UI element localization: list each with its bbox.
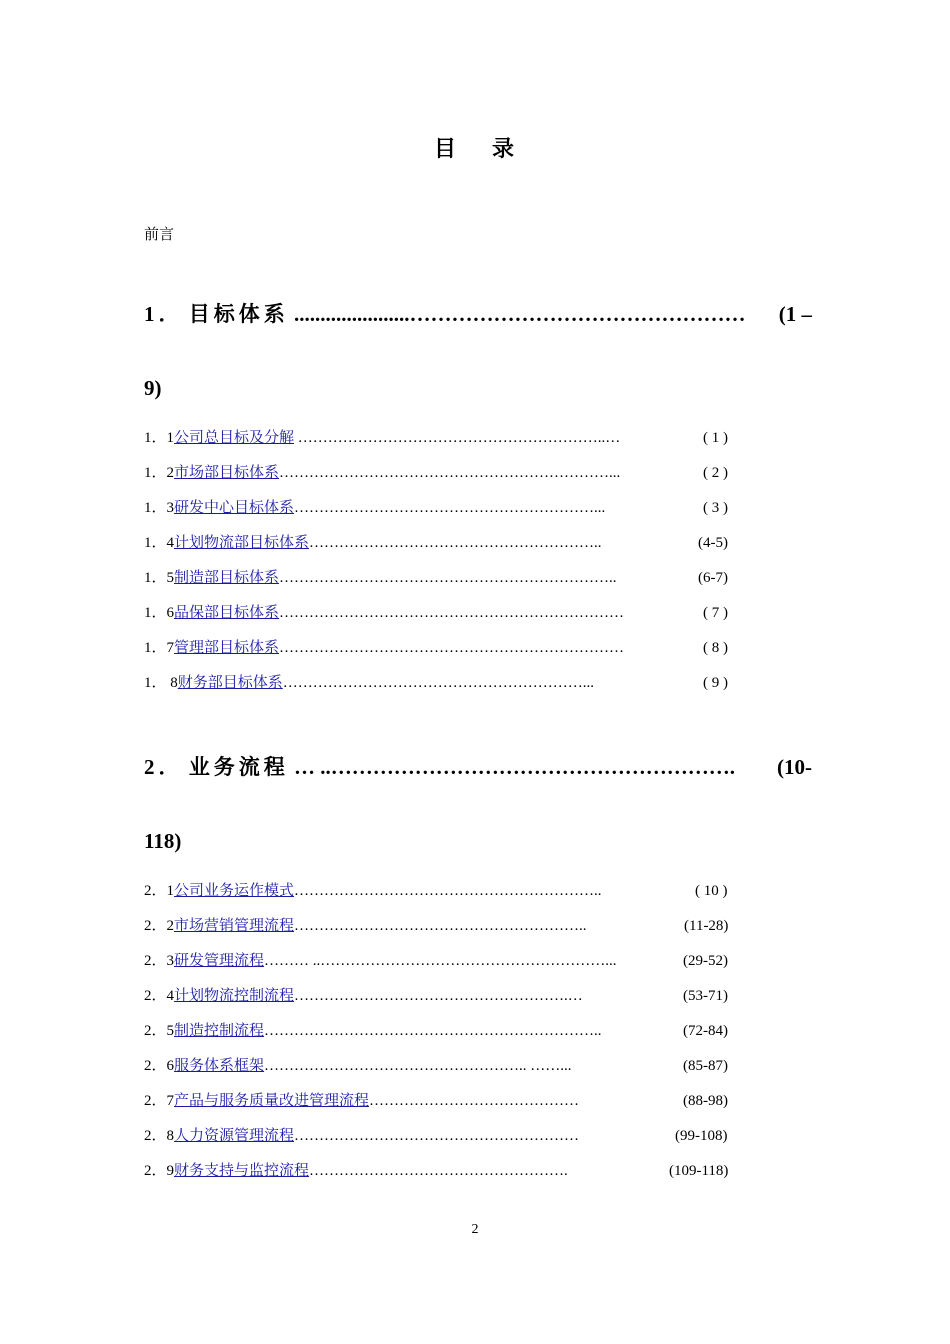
- toc-entry: [144, 603, 769, 638]
- toc-entry: [144, 673, 769, 708]
- section-2-pages: (10-: [777, 755, 812, 779]
- toc-entry-link[interactable]: 计划物流控制流程: [174, 988, 295, 1004]
- toc-entry-link[interactable]: 品保部目标体系: [174, 605, 280, 621]
- toc-entry-link[interactable]: 研发中心目标体系: [174, 500, 295, 516]
- toc-entry-number: 2．4: [144, 988, 175, 1004]
- toc-entry-link[interactable]: 市场部目标体系: [174, 465, 280, 481]
- toc-entry-number: 1．4: [144, 535, 175, 551]
- toc-entry-pages: (99-108): [675, 1128, 728, 1144]
- toc-entry-pages: ( 1 ): [703, 430, 728, 446]
- toc-entry-lead: [144, 986, 583, 1006]
- toc-entry-pages: (53-71): [683, 988, 728, 1004]
- toc-entry-link[interactable]: 管理部目标体系: [174, 640, 280, 656]
- section-1-name: 目标体系: [188, 302, 289, 326]
- toc-entry-pages: ( 7 ): [703, 605, 728, 621]
- toc-entry-lead: [144, 881, 602, 901]
- toc-entry-leader: …………………………………………………..: [294, 918, 587, 934]
- section-1-number: 1．: [144, 302, 184, 326]
- section-1-pages: (1 –: [778, 302, 812, 326]
- toc-entry-leader: ……………………………………: [369, 1093, 580, 1109]
- toc-entry-number: 2．1: [144, 883, 175, 899]
- toc-entry-pages: ( 8 ): [703, 640, 728, 656]
- section-2-name: 业务流程: [188, 755, 289, 779]
- toc-entry-number: 1．7: [144, 640, 175, 656]
- toc-entry: [144, 881, 769, 916]
- section-2-pages-tail: 118): [144, 829, 182, 853]
- toc-entry: [144, 986, 769, 1021]
- toc-entry: [144, 1056, 769, 1091]
- toc-entry-pages: (109-118): [669, 1163, 729, 1179]
- toc-entry-number: 2．8: [144, 1128, 175, 1144]
- section-1-toc: [144, 428, 769, 708]
- toc-entry-number: 1．1: [144, 430, 175, 446]
- toc-entry-number: 2．6: [144, 1058, 175, 1074]
- toc-entry: [144, 1161, 769, 1196]
- toc-entry-leader: ……………………………………………………..…: [294, 430, 621, 446]
- toc-entry-lead: [144, 533, 602, 553]
- toc-entry: [144, 463, 769, 498]
- section-1-pages-tail: 9): [144, 376, 162, 400]
- toc-entry-leader: …………………………………………………………..: [279, 570, 617, 586]
- toc-entry-number: 1．3: [144, 500, 175, 516]
- toc-entry-number: 2．9: [144, 1163, 175, 1179]
- toc-entry-leader: …………………………………………………………..: [264, 1023, 602, 1039]
- toc-entry-link[interactable]: 财务部目标体系: [177, 675, 283, 691]
- toc-entry-link[interactable]: 制造控制流程: [174, 1023, 265, 1039]
- toc-entry-lead: [144, 463, 620, 483]
- toc-entry-link[interactable]: 市场营销管理流程: [174, 918, 295, 934]
- section-2-dots: … ..………………………………………………….: [294, 755, 735, 779]
- toc-entry-number: 2．3: [144, 953, 175, 969]
- section-1-dots: ......................…………………………………………: [294, 302, 746, 326]
- toc-entry-lead: [144, 1021, 602, 1041]
- toc-entry: [144, 916, 769, 951]
- page-title: [0, 132, 950, 163]
- toc-entry-pages: (72-84): [683, 1023, 728, 1039]
- section-2-number: 2．: [144, 755, 184, 779]
- toc-entry-link[interactable]: 公司业务运作模式: [174, 883, 295, 899]
- toc-entry-pages: (85-87): [683, 1058, 728, 1074]
- toc-entry-pages: (29-52): [683, 953, 728, 969]
- toc-entry: [144, 1091, 769, 1126]
- toc-entry-lead: [144, 951, 617, 971]
- toc-entry: [144, 533, 769, 568]
- toc-entry-leader: …………………………………………………: [294, 1128, 580, 1144]
- toc-entry-leader: ……………………………………………………...: [294, 500, 606, 516]
- toc-entry-leader: …………………………………………………………...: [279, 465, 621, 481]
- toc-entry-pages: ( 10 ): [695, 883, 728, 899]
- toc-entry-leader: ……………………………………………………………: [279, 640, 625, 656]
- toc-entry-lead: [144, 638, 624, 658]
- toc-entry: [144, 951, 769, 986]
- toc-entry: [144, 498, 769, 533]
- toc-entry-link[interactable]: 服务体系框架: [174, 1058, 265, 1074]
- toc-entry-pages: (6-7): [698, 570, 728, 586]
- toc-entry-leader: ……………………………………………………...: [282, 675, 595, 691]
- toc-entry-link[interactable]: 制造部目标体系: [174, 570, 280, 586]
- toc-entry-pages: ( 2 ): [703, 465, 728, 481]
- toc-entry: [144, 428, 769, 463]
- toc-entry-pages: ( 3 ): [703, 500, 728, 516]
- toc-entry: [144, 1021, 769, 1056]
- toc-entry-lead: [144, 1126, 579, 1146]
- toc-entry-number: 1．5: [144, 570, 175, 586]
- section-2-heading: [144, 755, 812, 779]
- toc-entry-number: 1．6: [144, 605, 175, 621]
- toc-entry-pages: (4-5): [698, 535, 728, 551]
- toc-entry-leader: …………………………………………………..: [309, 535, 602, 551]
- toc-entry-lead: [144, 428, 620, 448]
- toc-entry-pages: (88-98): [683, 1093, 728, 1109]
- toc-entry-link[interactable]: 人力资源管理流程: [174, 1128, 295, 1144]
- toc-entry-leader: ……………………………………………….…: [294, 988, 583, 1004]
- toc-entry-lead: [144, 1056, 572, 1076]
- toc-entry-leader: ……………………………………………………………: [279, 605, 625, 621]
- preface-label: 前言: [144, 227, 175, 243]
- toc-entry-leader: ……… ..…………………………………………………...: [264, 953, 617, 969]
- section-2-toc: [144, 881, 769, 1196]
- toc-entry-leader: …………………………………………….: [309, 1163, 568, 1179]
- toc-entry-lead: [144, 568, 617, 588]
- toc-entry-link[interactable]: 产品与服务质量改进管理流程: [174, 1093, 370, 1109]
- toc-entry-pages: ( 9 ): [703, 675, 728, 691]
- toc-entry-lead: [144, 673, 594, 693]
- toc-entry-lead: [144, 498, 605, 518]
- toc-entry-pages: (11-28): [684, 918, 729, 934]
- toc-entry-lead: [144, 916, 587, 936]
- page-number: 2: [471, 1222, 479, 1237]
- toc-entry: [144, 1126, 769, 1161]
- title-char-1: 目: [433, 137, 458, 162]
- title-char-2: 录: [492, 137, 517, 162]
- toc-entry-lead: [144, 1161, 568, 1181]
- toc-entry-leader: …………………………………………….. ……...: [264, 1058, 572, 1074]
- toc-entry-number: 2．2: [144, 918, 175, 934]
- toc-entry-number: 1． 8: [144, 675, 178, 691]
- toc-entry-number: 2．5: [144, 1023, 175, 1039]
- toc-entry-link[interactable]: 公司总目标及分解: [174, 430, 295, 446]
- toc-entry-link[interactable]: 财务支持与监控流程: [174, 1163, 310, 1179]
- toc-entry: [144, 638, 769, 673]
- toc-entry-lead: [144, 1091, 579, 1111]
- toc-entry-number: 1．2: [144, 465, 175, 481]
- toc-entry-leader: ……………………………………………………..: [294, 883, 602, 899]
- toc-entry-lead: [144, 603, 624, 623]
- toc-entry-link[interactable]: 计划物流部目标体系: [174, 535, 310, 551]
- toc-entry-link[interactable]: 研发管理流程: [174, 953, 265, 969]
- toc-entry: [144, 568, 769, 603]
- toc-entry-number: 2．7: [144, 1093, 175, 1109]
- section-1-heading: [144, 302, 812, 326]
